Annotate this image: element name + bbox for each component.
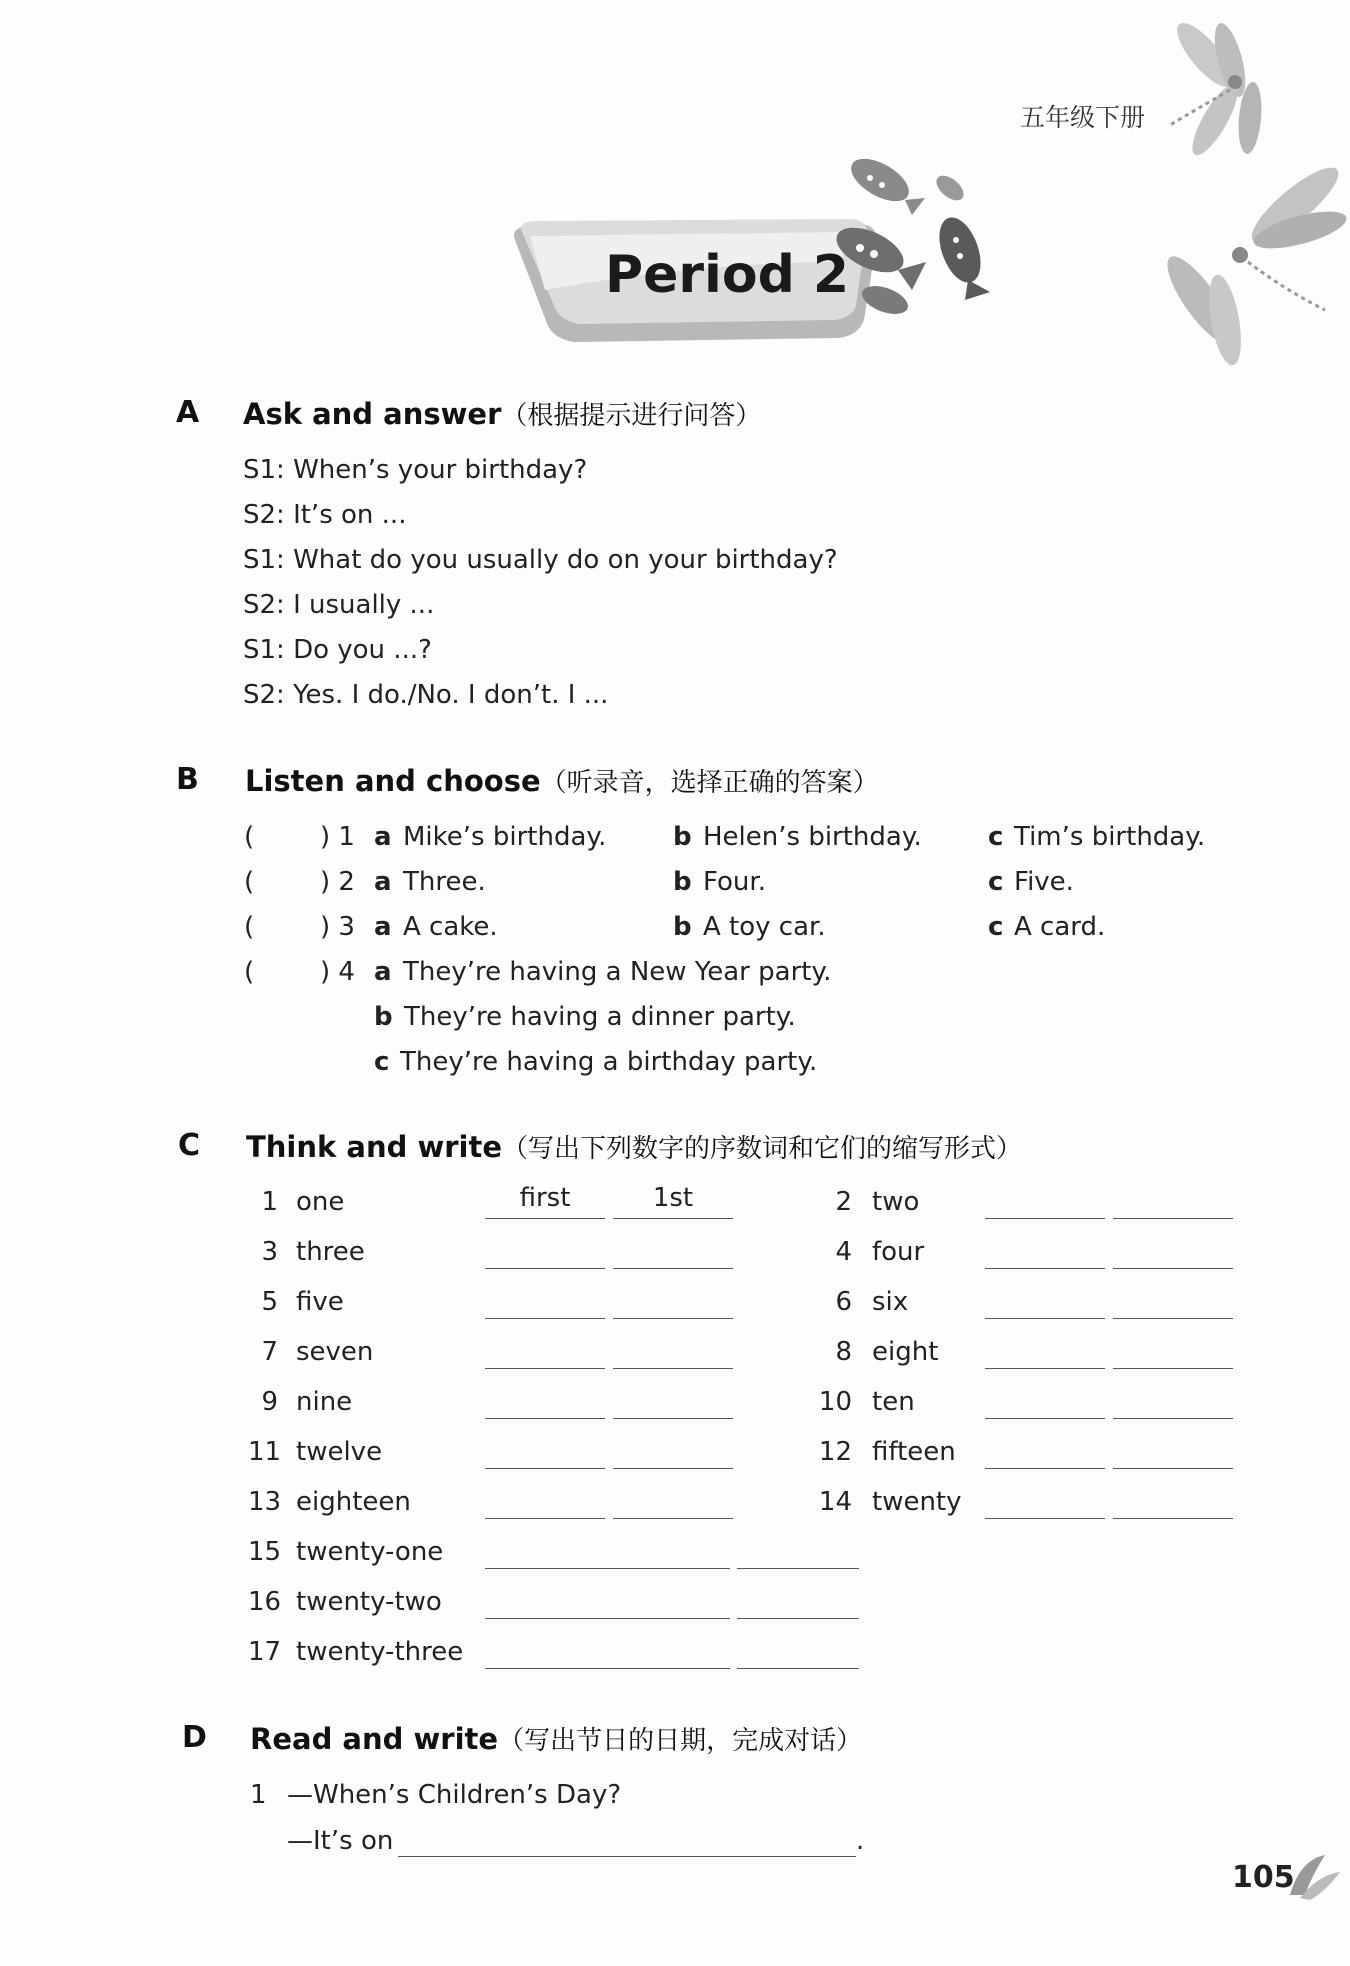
section-d-title: Read and write（写出节日的日期，完成对话） [250,1722,863,1756]
answer-blank[interactable] [398,1856,856,1857]
number-word: eighteen [296,1487,411,1517]
page-title: Period 2 [605,245,850,305]
number-word: seven [296,1337,374,1367]
answer-blank[interactable] [1113,1518,1233,1519]
option-text: They’re having a dinner party. [404,1002,796,1032]
answer-blank[interactable] [485,1618,730,1619]
question-number: 1 [250,1780,267,1810]
number-label: 1 [261,1187,278,1217]
answer-blank[interactable] [485,1518,605,1519]
answer-blank[interactable] [1113,1218,1233,1219]
section-c-letter: C [178,1128,201,1163]
question-number: ) 4 [320,957,355,987]
option-text: Four. [703,867,766,897]
answer-blank[interactable] [737,1568,859,1569]
number-word: six [872,1287,909,1317]
answer-blank[interactable] [1113,1468,1233,1469]
answer-blank[interactable] [613,1218,733,1219]
number-label: 3 [261,1237,278,1267]
answer-blank[interactable] [1113,1318,1233,1319]
option-letter: a [374,822,392,852]
answer-blank[interactable] [737,1618,859,1619]
option-letter: a [374,912,392,942]
answer-blank[interactable] [613,1368,733,1369]
question-number: ) 3 [320,912,355,942]
answer-blank[interactable] [613,1318,733,1319]
section-c-title: Think and write（写出下列数字的序数词和它们的缩写形式） [246,1130,1023,1164]
number-label: 6 [835,1287,852,1317]
answer-blank[interactable] [613,1268,733,1269]
answer-blank[interactable] [985,1368,1105,1369]
number-label: 10 [818,1387,852,1417]
answer-blank[interactable] [1113,1368,1233,1369]
number-label: 7 [261,1337,278,1367]
section-a-letter: A [176,395,200,430]
answer-blank[interactable] [485,1218,605,1219]
dialogue-line: S1: Do you ...? [243,635,432,665]
number-word: five [296,1287,344,1317]
section-a-title: Ask and answer（根据提示进行问答） [243,397,762,431]
answer-blank[interactable] [985,1518,1105,1519]
number-word: four [872,1237,925,1267]
answer-blank[interactable] [613,1468,733,1469]
number-label: 5 [261,1287,278,1317]
answer-blank[interactable] [1113,1418,1233,1419]
section-b-letter: B [176,762,199,797]
answer-blank[interactable] [985,1268,1105,1269]
number-label: 14 [818,1487,852,1517]
option-letter: b [374,1002,393,1032]
option-text: Helen’s birthday. [703,822,922,852]
answer-paren[interactable]: ( [244,867,255,897]
answer-paren[interactable]: ( [244,912,255,942]
number-word: twenty-three [296,1637,464,1667]
dialogue-line: S2: I usually ... [243,590,435,620]
option-text: They’re having a birthday party. [400,1047,818,1077]
dialogue-line: S2: It’s on ... [243,500,407,530]
option-text: Five. [1014,867,1074,897]
ordinal-abbr-answer: 1st [652,1183,694,1213]
number-word: fifteen [872,1437,956,1467]
answer-blank[interactable] [985,1218,1105,1219]
option-text: Mike’s birthday. [403,822,607,852]
option-text: A cake. [403,912,498,942]
number-word: twenty [872,1487,962,1517]
question-number: ) 2 [320,867,355,897]
option-letter: c [988,912,1004,942]
answer-blank[interactable] [1113,1268,1233,1269]
option-letter: c [988,867,1004,897]
option-text: A toy car. [703,912,826,942]
number-word: one [296,1187,345,1217]
number-label: 4 [835,1237,852,1267]
dragonfly-decoration [1157,15,1350,367]
number-label: 16 [248,1587,282,1617]
number-word: two [872,1187,920,1217]
dialogue-answer-prefix: —It’s on [287,1826,394,1856]
answer-blank[interactable] [485,1468,605,1469]
number-label: 15 [248,1537,282,1567]
dialogue-line: S1: When’s your birthday? [243,455,588,485]
dialogue-question: —When’s Children’s Day? [287,1780,622,1810]
option-letter: c [374,1047,390,1077]
option-letter: a [374,957,392,987]
option-letter: b [673,867,692,897]
answer-blank[interactable] [613,1518,733,1519]
number-label: 11 [248,1437,282,1467]
answer-blank[interactable] [737,1668,859,1669]
number-label: 17 [248,1637,282,1667]
option-letter: a [374,867,392,897]
number-word: twenty-one [296,1537,444,1567]
number-label: 13 [248,1487,282,1517]
answer-blank[interactable] [485,1568,730,1569]
answer-blank[interactable] [485,1418,605,1419]
option-text: A card. [1014,912,1106,942]
answer-blank[interactable] [985,1468,1105,1469]
number-word: twenty-two [296,1587,442,1617]
number-word: three [296,1237,365,1267]
dialogue-line: S2: Yes. I do./No. I don’t. I ... [243,680,609,710]
sentence-period: . [856,1826,865,1856]
option-text: Three. [403,867,486,897]
number-word: eight [872,1337,939,1367]
number-label: 9 [261,1387,278,1417]
option-letter: b [673,912,692,942]
number-word: nine [296,1387,353,1417]
leaf-decoration [1290,1855,1340,1900]
answer-blank[interactable] [985,1418,1105,1419]
number-label: 12 [818,1437,852,1467]
number-label: 8 [835,1337,852,1367]
question-number: ) 1 [320,822,355,852]
option-text: Tim’s birthday. [1014,822,1206,852]
answer-blank[interactable] [613,1418,733,1419]
number-word: ten [872,1387,915,1417]
grade-label: 五年级下册 [1020,103,1146,132]
page-number: 105 [1232,1860,1295,1895]
section-d-letter: D [182,1720,207,1755]
section-b-title: Listen and choose（听录音，选择正确的答案） [245,764,879,798]
option-text: They’re having a New Year party. [403,957,832,987]
number-label: 2 [835,1187,852,1217]
answer-blank[interactable] [485,1318,605,1319]
answer-blank[interactable] [485,1268,605,1269]
option-letter: b [673,822,692,852]
option-letter: c [988,822,1004,852]
answer-blank[interactable] [485,1368,605,1369]
dialogue-line: S1: What do you usually do on your birthday? [243,545,838,575]
answer-paren[interactable]: ( [244,822,255,852]
answer-blank[interactable] [985,1318,1105,1319]
answer-paren[interactable]: ( [244,957,255,987]
ordinal-answer: first [519,1183,571,1213]
answer-blank[interactable] [485,1668,730,1669]
number-word: twelve [296,1437,383,1467]
